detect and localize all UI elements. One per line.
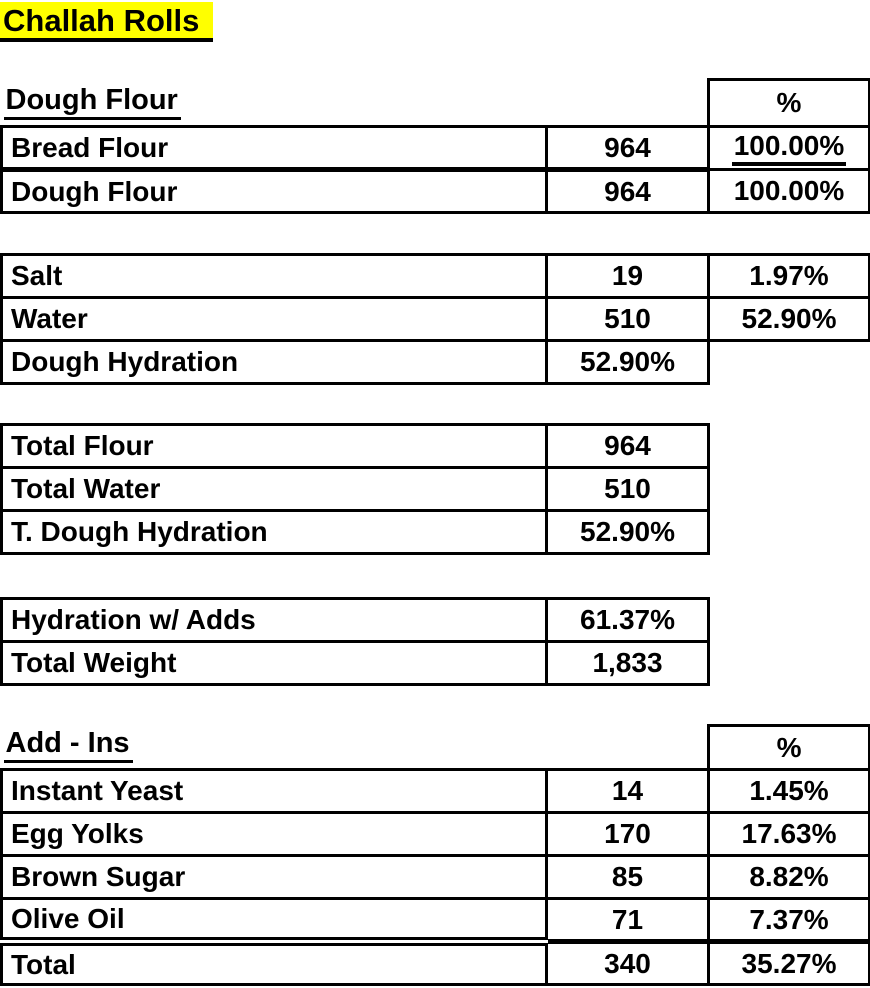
dough-flour-percent-header-cell: % — [709, 80, 870, 127]
hydration-inputs-table — [0, 253, 870, 385]
total-flour-name-cell: Total Flour — [2, 425, 547, 468]
t-dough-hydration-value-cell: 52.90% — [547, 511, 709, 554]
dough-flour-table — [0, 78, 870, 214]
overall-table — [0, 597, 710, 686]
dough-flour-value-cell: 964 — [547, 170, 709, 213]
total-water-value-cell: 510 — [547, 468, 709, 511]
bread-flour-row — [2, 127, 870, 170]
salt-value-cell: 19 — [547, 255, 709, 298]
add-ins-total-name-cell: Total — [2, 942, 547, 985]
dough-flour-header-row — [2, 80, 870, 127]
instant-yeast-row — [2, 770, 870, 813]
total-weight-row — [2, 642, 709, 685]
dough-hydration-name-cell: Dough Hydration — [2, 341, 547, 384]
brown-sugar-percent-cell: 8.82% — [709, 856, 870, 899]
egg-yolks-value-cell: 170 — [547, 813, 709, 856]
add-ins-section-label: Add - Ins — [4, 728, 133, 763]
water-value-cell: 510 — [547, 298, 709, 341]
salt-percent-cell: 1.97% — [709, 255, 870, 298]
page-title-highlight: Challah Rolls — [0, 2, 213, 42]
dough-flour-section-label-cell — [2, 80, 709, 127]
add-ins-table — [0, 724, 870, 986]
hydration-w-adds-value-cell: 61.37% — [547, 599, 709, 642]
instant-yeast-value-cell: 14 — [547, 770, 709, 813]
brown-sugar-value-cell: 85 — [547, 856, 709, 899]
total-flour-value-cell: 964 — [547, 425, 709, 468]
dough-flour-section-label: Dough Flour — [4, 85, 181, 120]
add-ins-total-row — [2, 942, 870, 985]
water-percent-cell: 52.90% — [709, 298, 870, 341]
total-weight-name-cell: Total Weight — [2, 642, 547, 685]
salt-name-cell: Salt — [2, 255, 547, 298]
total-weight-value-cell: 1,833 — [547, 642, 709, 685]
hydration-w-adds-row — [2, 599, 709, 642]
bread-flour-percent-underlined: 100.00% — [732, 132, 847, 166]
bread-flour-percent-cell — [709, 127, 870, 170]
empty-cell — [709, 341, 870, 384]
olive-oil-name-cell: Olive Oil — [2, 899, 547, 942]
hydration-w-adds-name-cell: Hydration w/ Adds — [2, 599, 547, 642]
bread-flour-name-cell: Bread Flour — [2, 127, 547, 170]
add-ins-header-row — [2, 726, 870, 770]
total-water-name-cell: Total Water — [2, 468, 547, 511]
bread-flour-value-cell: 964 — [547, 127, 709, 170]
olive-oil-row — [2, 899, 870, 942]
dough-hydration-row — [2, 341, 870, 384]
dough-hydration-value-cell: 52.90% — [547, 341, 709, 384]
add-ins-section-label-cell — [2, 726, 709, 770]
egg-yolks-name-cell: Egg Yolks — [2, 813, 547, 856]
t-dough-hydration-name-cell: T. Dough Hydration — [2, 511, 547, 554]
instant-yeast-percent-cell: 1.45% — [709, 770, 870, 813]
water-row — [2, 298, 870, 341]
brown-sugar-row — [2, 856, 870, 899]
olive-oil-percent-cell: 7.37% — [709, 899, 870, 942]
t-dough-hydration-row — [2, 511, 709, 554]
salt-row — [2, 255, 870, 298]
flour-water-totals-table — [0, 423, 710, 555]
dough-flour-row — [2, 170, 870, 213]
dough-flour-name-cell: Dough Flour — [2, 170, 547, 213]
dough-flour-percent-cell: 100.00% — [709, 170, 870, 213]
add-ins-percent-header-cell: % — [709, 726, 870, 770]
water-name-cell: Water — [2, 298, 547, 341]
olive-oil-value-cell: 71 — [547, 899, 709, 942]
instant-yeast-name-cell: Instant Yeast — [2, 770, 547, 813]
total-flour-row — [2, 425, 709, 468]
egg-yolks-percent-cell: 17.63% — [709, 813, 870, 856]
add-ins-total-value-cell: 340 — [547, 942, 709, 985]
add-ins-total-percent-cell: 35.27% — [709, 942, 870, 985]
total-water-row — [2, 468, 709, 511]
egg-yolks-row — [2, 813, 870, 856]
brown-sugar-name-cell: Brown Sugar — [2, 856, 547, 899]
page-title — [0, 2, 213, 42]
